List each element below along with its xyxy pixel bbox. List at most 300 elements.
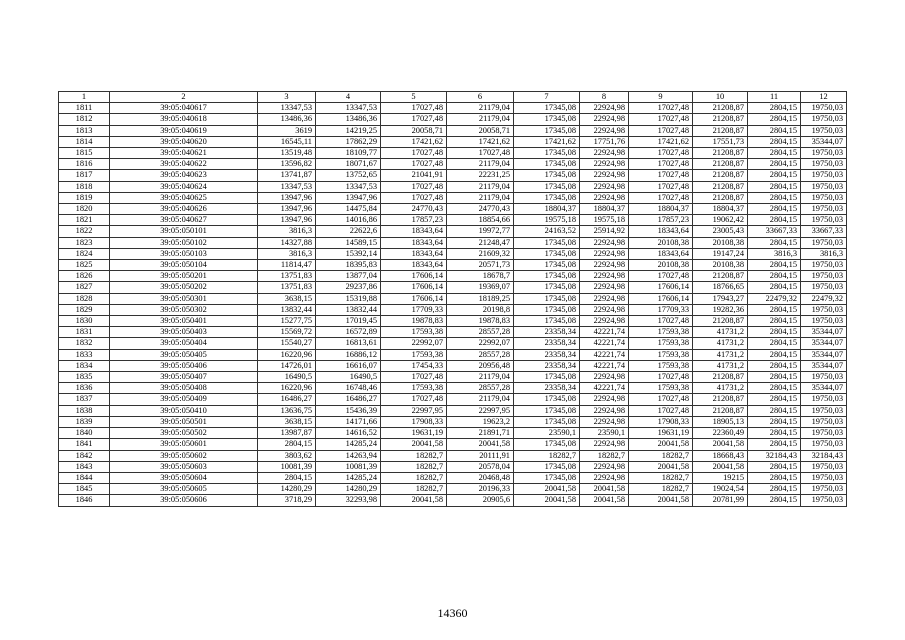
table-cell: 20108,38: [629, 237, 693, 248]
table-cell: 19369,07: [447, 282, 514, 293]
table-cell: 23358,34: [514, 383, 580, 394]
table-cell: 10081,39: [316, 461, 381, 472]
table-cell: 1846: [59, 495, 110, 506]
table-cell: 17027,48: [447, 148, 514, 159]
table-cell: 28557,28: [447, 349, 514, 360]
table-cell: 17027,48: [381, 148, 447, 159]
table-cell: 16486,27: [316, 394, 381, 405]
table-row: [59, 394, 847, 405]
table-cell: 17345,08: [514, 293, 580, 304]
table-cell: 16490,5: [316, 372, 381, 383]
table-cell: 17551,73: [693, 136, 748, 147]
table-cell: 2804,15: [748, 237, 801, 248]
table-cell: 32184,43: [801, 450, 847, 461]
table-cell: 2804,15: [748, 405, 801, 416]
table-cell: 15436,39: [316, 405, 381, 416]
table-cell: 39:05:050104: [110, 260, 258, 271]
table-cell: 17027,48: [629, 405, 693, 416]
table-cell: 22924,98: [580, 282, 629, 293]
table-cell: 29237,86: [316, 282, 381, 293]
table-cell: 22924,98: [580, 170, 629, 181]
table-cell: 1829: [59, 304, 110, 315]
table-cell: 35344,07: [801, 349, 847, 360]
table-cell: 18804,37: [629, 204, 693, 215]
table-cell: 17345,08: [514, 114, 580, 125]
table-cell: 35344,07: [801, 383, 847, 394]
table-cell: 17345,08: [514, 260, 580, 271]
table-cell: 22924,98: [580, 372, 629, 383]
table-cell: 21208,87: [693, 405, 748, 416]
table-cell: 39:05:050406: [110, 360, 258, 371]
table-cell: 18343,64: [381, 226, 447, 237]
table-cell: 21208,87: [693, 159, 748, 170]
table-cell: 22479,32: [801, 293, 847, 304]
table-cell: 13832,44: [316, 304, 381, 315]
table-cell: 14285,24: [316, 472, 381, 483]
table-row: [59, 237, 847, 248]
table-cell: 18343,64: [629, 226, 693, 237]
table-row: [59, 495, 847, 506]
table-cell: 17345,08: [514, 282, 580, 293]
table-cell: 13636,75: [258, 405, 316, 416]
table-cell: 18282,7: [381, 450, 447, 461]
table-cell: 3816,3: [748, 248, 801, 259]
table-cell: 1832: [59, 338, 110, 349]
table-cell: 39:05:050201: [110, 271, 258, 282]
table-cell: 19062,42: [693, 215, 748, 226]
table-cell: 23358,34: [514, 360, 580, 371]
table-cell: 20041,58: [514, 495, 580, 506]
table-cell: 39:05:040625: [110, 192, 258, 203]
data-table: [58, 91, 847, 507]
table-row: [59, 428, 847, 439]
table-cell: 1835: [59, 372, 110, 383]
table-cell: 17345,08: [514, 159, 580, 170]
table-cell: 15319,88: [316, 293, 381, 304]
table-cell: 22231,25: [447, 170, 514, 181]
table-cell: 20041,58: [629, 439, 693, 450]
table-cell: 21208,87: [693, 125, 748, 136]
table-cell: 28557,28: [447, 327, 514, 338]
table-cell: 21208,87: [693, 192, 748, 203]
table-cell: 20041,58: [693, 439, 748, 450]
table-cell: 18395,83: [316, 260, 381, 271]
table-cell: 1833: [59, 349, 110, 360]
table-cell: 2804,15: [748, 439, 801, 450]
table-row: [59, 226, 847, 237]
table-cell: 22924,98: [580, 159, 629, 170]
table-cell: 19750,03: [801, 416, 847, 427]
table-cell: 2804,15: [748, 360, 801, 371]
table-cell: 1821: [59, 215, 110, 226]
table-cell: 41731,2: [693, 383, 748, 394]
table-cell: 35344,07: [801, 360, 847, 371]
table-cell: 2804,15: [748, 170, 801, 181]
table-cell: 13947,96: [258, 192, 316, 203]
table-cell: 14171,66: [316, 416, 381, 427]
table-cell: 20058,71: [381, 125, 447, 136]
table-cell: 2804,15: [748, 304, 801, 315]
table-cell: 33667,33: [748, 226, 801, 237]
table-cell: 2804,15: [748, 394, 801, 405]
table-cell: 14475,84: [316, 204, 381, 215]
table-cell: 3619: [258, 125, 316, 136]
table-cell: 1817: [59, 170, 110, 181]
table-cell: 39:05:050501: [110, 416, 258, 427]
table-cell: 14016,86: [316, 215, 381, 226]
table-cell: 13751,83: [258, 282, 316, 293]
table-cell: 17027,48: [629, 148, 693, 159]
table-cell: 2804,15: [748, 372, 801, 383]
table-cell: 19750,03: [801, 215, 847, 226]
table-cell: 2804,15: [748, 215, 801, 226]
table-cell: 17862,29: [316, 136, 381, 147]
table-row: [59, 472, 847, 483]
header-row: [59, 92, 847, 103]
table-cell: 16220,96: [258, 383, 316, 394]
table-cell: 2804,15: [748, 148, 801, 159]
table-cell: 17027,48: [381, 372, 447, 383]
table-cell: 17593,38: [629, 327, 693, 338]
table-cell: 21208,87: [693, 271, 748, 282]
table-cell: 17908,33: [629, 416, 693, 427]
table-cell: 1814: [59, 136, 110, 147]
table-cell: 17345,08: [514, 125, 580, 136]
table-cell: 35344,07: [801, 338, 847, 349]
table-cell: 32184,43: [748, 450, 801, 461]
table-cell: 17345,08: [514, 181, 580, 192]
table-cell: 15277,75: [258, 316, 316, 327]
table-cell: 1831: [59, 327, 110, 338]
table-cell: 20578,04: [447, 461, 514, 472]
table-cell: 1836: [59, 383, 110, 394]
table-cell: 1845: [59, 484, 110, 495]
table-cell: 20468,48: [447, 472, 514, 483]
column-header: 10: [693, 92, 748, 103]
table-cell: 17027,48: [629, 114, 693, 125]
table-cell: 39:05:040623: [110, 170, 258, 181]
table-cell: 17019,45: [316, 316, 381, 327]
table-cell: 39:05:050605: [110, 484, 258, 495]
table-cell: 22924,98: [580, 192, 629, 203]
table-cell: 20041,58: [514, 484, 580, 495]
table-cell: 23358,34: [514, 338, 580, 349]
table-cell: 17857,23: [381, 215, 447, 226]
table-cell: 20196,33: [447, 484, 514, 495]
table-cell: 24163,52: [514, 226, 580, 237]
table-cell: 3816,3: [801, 248, 847, 259]
table-cell: 35344,07: [801, 327, 847, 338]
table-cell: 1842: [59, 450, 110, 461]
table-cell: 17345,08: [514, 316, 580, 327]
table-cell: 42221,74: [580, 338, 629, 349]
table-row: [59, 271, 847, 282]
table-cell: 21179,04: [447, 181, 514, 192]
table-cell: 20041,58: [447, 439, 514, 450]
table-cell: 2804,15: [748, 383, 801, 394]
table-cell: 14280,29: [316, 484, 381, 495]
table-cell: 2804,15: [748, 192, 801, 203]
table-cell: 42221,74: [580, 349, 629, 360]
table-cell: 21179,04: [447, 394, 514, 405]
table-cell: 1830: [59, 316, 110, 327]
table-cell: 19750,03: [801, 495, 847, 506]
table-cell: 18343,64: [381, 237, 447, 248]
table-cell: 13877,04: [316, 271, 381, 282]
table-cell: 17606,14: [381, 293, 447, 304]
table-cell: 14219,25: [316, 125, 381, 136]
table-cell: 2804,15: [748, 125, 801, 136]
table-cell: 13752,65: [316, 170, 381, 181]
table-cell: 2804,15: [748, 461, 801, 472]
table-cell: 1828: [59, 293, 110, 304]
table-cell: 21248,47: [447, 237, 514, 248]
table-cell: 1819: [59, 192, 110, 203]
table-cell: 19750,03: [801, 405, 847, 416]
table-row: [59, 215, 847, 226]
table-cell: 17345,08: [514, 461, 580, 472]
table-cell: 18804,37: [580, 204, 629, 215]
table-cell: 22924,98: [580, 472, 629, 483]
table-row: [59, 148, 847, 159]
table-cell: 39:05:040627: [110, 215, 258, 226]
table-row: [59, 204, 847, 215]
table-cell: 20781,99: [693, 495, 748, 506]
table-row: [59, 248, 847, 259]
table-cell: 2804,15: [748, 204, 801, 215]
table-cell: 39:05:050410: [110, 405, 258, 416]
table-cell: 19750,03: [801, 316, 847, 327]
table-body: [59, 103, 847, 506]
table-cell: 17027,48: [381, 192, 447, 203]
table-row: [59, 293, 847, 304]
table-cell: 21208,87: [693, 170, 748, 181]
column-header: 8: [580, 92, 629, 103]
table-cell: 17593,38: [629, 383, 693, 394]
table-cell: 2804,15: [258, 472, 316, 483]
table-row: [59, 450, 847, 461]
table-cell: 21208,87: [693, 394, 748, 405]
table-cell: 17345,08: [514, 439, 580, 450]
table-cell: 39:05:050601: [110, 439, 258, 450]
table-cell: 35344,07: [801, 136, 847, 147]
table-cell: 22622,6: [316, 226, 381, 237]
table-row: [59, 136, 847, 147]
table-cell: 1816: [59, 159, 110, 170]
table-cell: 15569,72: [258, 327, 316, 338]
table-cell: 19623,2: [447, 416, 514, 427]
table-cell: 20956,48: [447, 360, 514, 371]
page-number: 14360: [437, 606, 468, 620]
table-cell: 39:05:050401: [110, 316, 258, 327]
table-cell: 17027,48: [629, 170, 693, 181]
table-cell: 2804,15: [748, 472, 801, 483]
table-cell: 22924,98: [580, 461, 629, 472]
table-cell: 13947,96: [258, 215, 316, 226]
table-row: [59, 170, 847, 181]
table-cell: 22924,98: [580, 125, 629, 136]
table-cell: 19750,03: [801, 192, 847, 203]
table-cell: 22924,98: [580, 248, 629, 259]
table-cell: 17027,48: [381, 394, 447, 405]
column-header: 1: [59, 92, 110, 103]
table-cell: 17027,48: [381, 181, 447, 192]
table-cell: 17027,48: [629, 316, 693, 327]
table-cell: 20041,58: [580, 495, 629, 506]
table-cell: 39:05:050301: [110, 293, 258, 304]
table-cell: 20108,38: [629, 260, 693, 271]
table-cell: 17345,08: [514, 148, 580, 159]
table-cell: 24770,43: [447, 204, 514, 215]
table-cell: 42221,74: [580, 360, 629, 371]
table-cell: 41731,2: [693, 327, 748, 338]
table-cell: 20041,58: [381, 439, 447, 450]
table-row: [59, 372, 847, 383]
table-cell: 22924,98: [580, 405, 629, 416]
table-cell: 19750,03: [801, 394, 847, 405]
table-cell: 17027,48: [629, 192, 693, 203]
table-cell: 1834: [59, 360, 110, 371]
table-cell: 19972,77: [447, 226, 514, 237]
table-cell: 19575,18: [514, 215, 580, 226]
table-cell: 23358,34: [514, 349, 580, 360]
table-cell: 19750,03: [801, 484, 847, 495]
table-cell: 1841: [59, 439, 110, 450]
table-cell: 17593,38: [381, 349, 447, 360]
table-cell: 18905,13: [693, 416, 748, 427]
table-cell: 17421,62: [514, 136, 580, 147]
table-cell: 17027,48: [381, 103, 447, 114]
table-row: [59, 484, 847, 495]
table-cell: 21179,04: [447, 192, 514, 203]
table-cell: 18282,7: [629, 472, 693, 483]
table-cell: 19631,19: [381, 428, 447, 439]
table-cell: 2804,15: [748, 159, 801, 170]
table-cell: 17027,48: [629, 125, 693, 136]
table-cell: 19750,03: [801, 125, 847, 136]
table-cell: 1826: [59, 271, 110, 282]
table-cell: 24770,43: [381, 204, 447, 215]
table-cell: 20041,58: [580, 484, 629, 495]
table-cell: 39:05:050408: [110, 383, 258, 394]
table-cell: 17345,08: [514, 248, 580, 259]
table-cell: 18109,77: [316, 148, 381, 159]
table-cell: 21041,91: [381, 170, 447, 181]
table-row: [59, 316, 847, 327]
table-row: [59, 114, 847, 125]
table-cell: 15540,27: [258, 338, 316, 349]
table-cell: 2804,15: [748, 260, 801, 271]
table-cell: 13751,83: [258, 271, 316, 282]
table-cell: 19631,19: [629, 428, 693, 439]
table-cell: 20108,38: [693, 237, 748, 248]
table-cell: 20108,38: [693, 260, 748, 271]
table-row: [59, 416, 847, 427]
table-cell: 21208,87: [693, 181, 748, 192]
table-cell: 19750,03: [801, 428, 847, 439]
table-cell: 1843: [59, 461, 110, 472]
table-cell: 20905,6: [447, 495, 514, 506]
table-cell: 19750,03: [801, 181, 847, 192]
table-cell: 20058,71: [447, 125, 514, 136]
table-cell: 20111,91: [447, 450, 514, 461]
table-cell: 18343,64: [629, 248, 693, 259]
table-cell: 1825: [59, 260, 110, 271]
table-cell: 2804,15: [748, 338, 801, 349]
table-cell: 2804,15: [748, 428, 801, 439]
table-cell: 17027,48: [381, 114, 447, 125]
table-cell: 1822: [59, 226, 110, 237]
table-cell: 22924,98: [580, 394, 629, 405]
table-cell: 2804,15: [748, 416, 801, 427]
table-cell: 39:05:040621: [110, 148, 258, 159]
table-cell: 16220,96: [258, 349, 316, 360]
table-cell: 18189,25: [447, 293, 514, 304]
table-cell: 19750,03: [801, 271, 847, 282]
table-cell: 14726,01: [258, 360, 316, 371]
table-cell: 20041,58: [693, 461, 748, 472]
table-cell: 1815: [59, 148, 110, 159]
table-cell: 17606,14: [381, 282, 447, 293]
table-cell: 21891,71: [447, 428, 514, 439]
table-cell: 39:05:050405: [110, 349, 258, 360]
table-cell: 17027,48: [629, 372, 693, 383]
table-cell: 22924,98: [580, 271, 629, 282]
table-cell: 23358,34: [514, 327, 580, 338]
table-cell: 21179,04: [447, 114, 514, 125]
table-cell: 13519,48: [258, 148, 316, 159]
table-cell: 39:05:050103: [110, 248, 258, 259]
table-cell: 19878,83: [447, 316, 514, 327]
table-cell: 2804,15: [748, 495, 801, 506]
table-cell: 22924,98: [580, 148, 629, 159]
table-cell: 18282,7: [381, 461, 447, 472]
table-cell: 17908,33: [381, 416, 447, 427]
table-row: [59, 125, 847, 136]
table-cell: 17421,62: [629, 136, 693, 147]
table-cell: 13987,87: [258, 428, 316, 439]
table-cell: 39:05:050202: [110, 282, 258, 293]
table-cell: 18804,37: [514, 204, 580, 215]
table-cell: 14263,94: [316, 450, 381, 461]
table-cell: 23590,1: [580, 428, 629, 439]
table-cell: 3816,3: [258, 248, 316, 259]
table-cell: 21208,87: [693, 316, 748, 327]
table-cell: 20198,8: [447, 304, 514, 315]
table-cell: 19750,03: [801, 204, 847, 215]
column-header: 2: [110, 92, 258, 103]
table-cell: 13596,82: [258, 159, 316, 170]
table-cell: 19750,03: [801, 260, 847, 271]
table-cell: 22924,98: [580, 439, 629, 450]
table-cell: 19215: [693, 472, 748, 483]
table-cell: 17593,38: [629, 338, 693, 349]
table-row: [59, 338, 847, 349]
table-cell: 18668,43: [693, 450, 748, 461]
table-cell: 33667,33: [801, 226, 847, 237]
table-cell: 2804,15: [748, 327, 801, 338]
table-cell: 17751,76: [580, 136, 629, 147]
table-cell: 16572,89: [316, 327, 381, 338]
table-cell: 16813,61: [316, 338, 381, 349]
table-cell: 17027,48: [381, 159, 447, 170]
table-cell: 18282,7: [580, 450, 629, 461]
table-cell: 17345,08: [514, 237, 580, 248]
table-cell: 19750,03: [801, 472, 847, 483]
table-cell: 22924,98: [580, 416, 629, 427]
table-row: [59, 439, 847, 450]
table-row: [59, 304, 847, 315]
